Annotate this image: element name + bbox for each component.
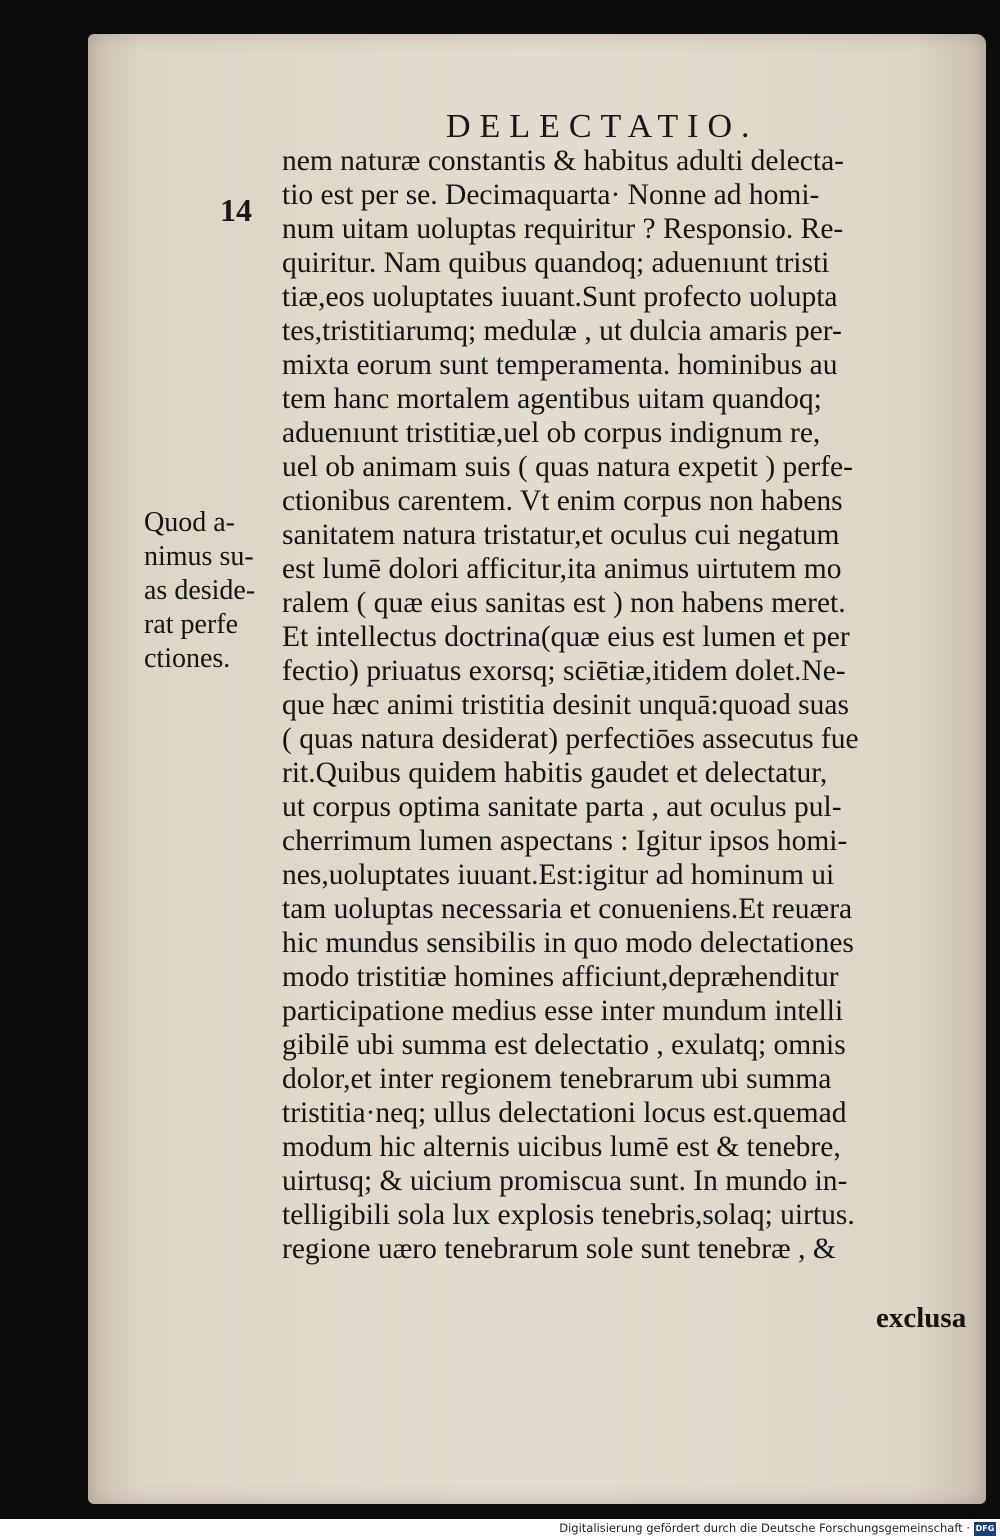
footer-bar xyxy=(0,1519,1000,1540)
text-line: sanitatem natura tristatur,et oculus cui negatum xyxy=(282,519,840,551)
text-line: uel ob animam suis ( quas natura expetit ) perfe- xyxy=(282,451,853,483)
text-line: telligibili sola lux explosis tenebris,solaq; uirtus. xyxy=(282,1199,855,1231)
funding-credit: Digitalisierung gefördert durch die Deutsche Forschungsgemeinschaft · xyxy=(559,1521,970,1535)
text-line: que hæc animi tristitia desinit unquā:quoad suas xyxy=(282,689,849,721)
text-line: ctionibus carentem. Vt enim corpus non habens xyxy=(282,485,843,517)
page-number: 14 xyxy=(220,192,252,228)
text-line: tam uoluptas necessaria et conueniens.Et reuæra xyxy=(282,893,853,925)
text-line: cherrimum lumen aspectans : Igitur ipsos homi- xyxy=(282,825,848,857)
text-line: rit.Quibus quidem habitis gaudet et delectatur, xyxy=(282,757,828,789)
text-line: tristitia·neq; ullus delectationi locus est.quemad xyxy=(282,1097,847,1129)
text-line: nem naturæ constantis & habitus adulti delecta- xyxy=(282,145,844,177)
text-line: modum hic alternis uicibus lumē est & tenebre, xyxy=(282,1131,841,1163)
text-line: modo tristitiæ homines afficiunt,depræhenditur xyxy=(282,961,839,993)
marginal-note-line: ctiones. xyxy=(144,643,231,674)
text-line: regione uæro tenebrarum sole sunt tenebræ , & xyxy=(282,1233,836,1265)
text-line: num uitam uoluptas requiritur ? Responsio. Re- xyxy=(282,213,844,245)
marginal-note-line: Quod a- xyxy=(144,507,235,538)
text-line: est lumē dolori afficitur,ita animus uirtutem mo xyxy=(282,553,842,585)
text-line: tes,tristitiarumq; medulæ , ut dulcia amaris per- xyxy=(282,315,842,347)
text-line: uirtusq; & uicium promiscua sunt. In mundo in- xyxy=(282,1165,848,1197)
text-line: nes,uoluptates iuuant.Est:igitur ad hominum ui xyxy=(282,859,835,891)
dfg-logo-icon: DFG xyxy=(974,1522,996,1536)
text-line: Et intellectus doctrina(quæ eius est lumen et per xyxy=(282,621,850,653)
text-line: mixta eorum sunt temperamenta. hominibus au xyxy=(282,349,838,381)
marginal-note-line: as deside- xyxy=(144,575,256,606)
marginal-note-line: nimus su- xyxy=(144,541,254,572)
text-line: ralem ( quæ eius sanitas est ) non habens meret. xyxy=(282,587,846,619)
text-line: dolor,et inter regionem tenebrarum ubi summa xyxy=(282,1063,832,1095)
text-line: ( quas natura desiderat) perfectiōes assecutus fue xyxy=(282,723,859,755)
running-head: DELECTATIO. xyxy=(446,108,759,145)
text-line: gibilē ubi summa est delectatio , exulatq; omnis xyxy=(282,1029,846,1061)
text-line: hic mundus sensibilis in quo modo delectationes xyxy=(282,927,854,959)
marginal-note-line: rat perfe xyxy=(144,609,239,640)
text-line: quiritur. Nam quibus quandoq; aduenıunt tristi xyxy=(282,247,830,279)
text-line: fectio) priuatus exorsq; sciētiæ,itidem dolet.Ne- xyxy=(282,655,846,687)
text-line: aduenıunt tristitiæ,uel ob corpus indignum re, xyxy=(282,417,821,449)
text-line: ut corpus optima sanitate parta , aut oculus pul- xyxy=(282,791,842,823)
text-line: tem hanc mortalem agentibus uitam quandoq; xyxy=(282,383,822,415)
text-line: tio est per se. Decimaquarta· Nonne ad homi- xyxy=(282,179,820,211)
text-line: tiæ,eos uoluptates iuuant.Sunt profecto uolupta xyxy=(282,281,838,313)
catchword: exclusa xyxy=(876,1302,967,1334)
text-line: participatione medius esse inter mundum intelli xyxy=(282,995,844,1027)
